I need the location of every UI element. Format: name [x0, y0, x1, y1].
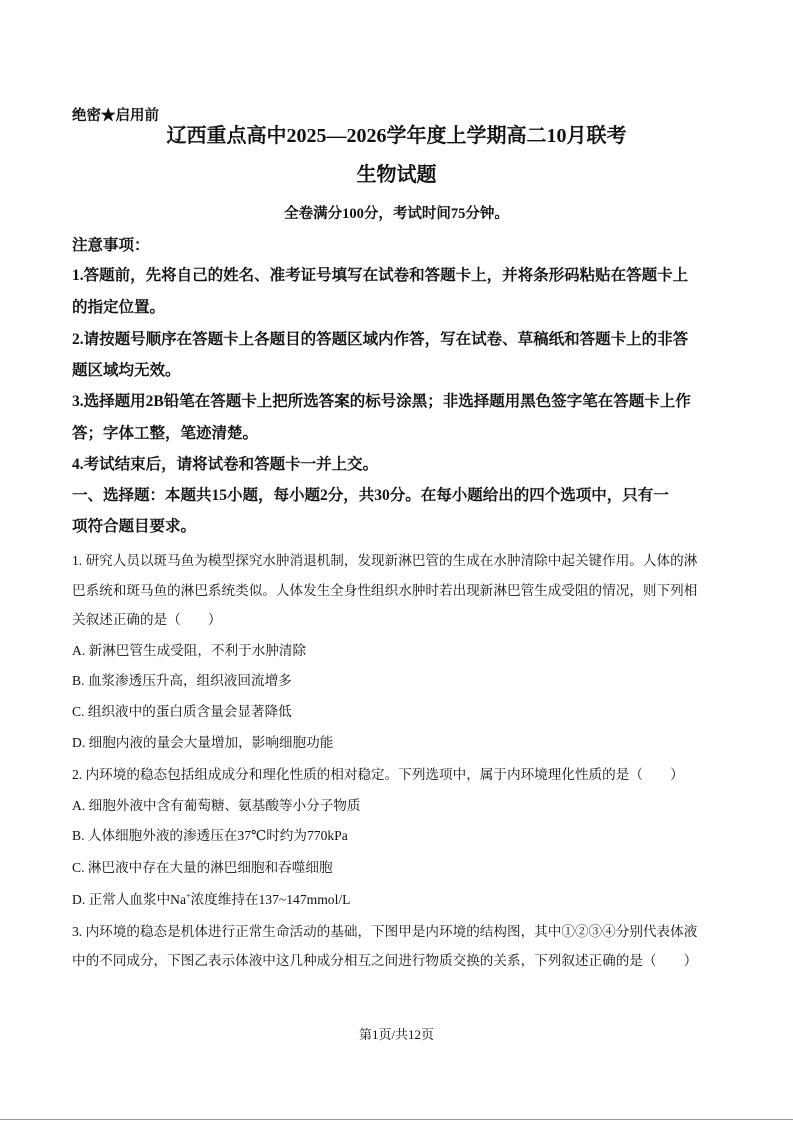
q3-stem: 3. 内环境的稳态是机体进行正常生命活动的基础，下图甲是内环境的结构图，其中①②③④分别代表体液 — [72, 924, 698, 939]
notice-line: 的指定位置。 — [72, 299, 166, 316]
page-footer: 第1页/共12页 — [358, 1027, 435, 1042]
notice-line: 答；字体工整，笔迹清楚。 — [72, 425, 259, 442]
notice-line: 1.答题前，先将自己的姓名、准考证号填写在试卷和答题卡上，并将条形码粘贴在答题卡上 — [72, 267, 689, 284]
notice-line: 2.请按题号顺序在答题卡上各题目的答题区域内作答，写在试卷、草稿纸和答题卡上的非答 — [72, 331, 689, 348]
q2-option-d-post: 浓度维持在137~147mmol/L — [190, 892, 351, 907]
q1-stem: 巴系统和斑马鱼的淋巴系统类似。人体发生全身性组织水肿时若出现新淋巴管生成受阻的情况，则下列相 — [72, 583, 698, 598]
q1-stem: 关叙述正确的是（ ） — [72, 612, 222, 627]
q1-option-c: C. 组织液中的蛋白质含量会显著降低 — [72, 704, 292, 719]
section-heading: 项符合题目要求。 — [72, 518, 197, 535]
notice-line: 4.考试结束后，请将试卷和答题卡一并上交。 — [72, 456, 379, 473]
q2-stem: 2. 内环境的稳态包括组成成分和理化性质的相对稳定。下列选项中，属于内环境理化性质的是（ ） — [72, 767, 684, 782]
secret-label: 绝密★启用前 — [72, 108, 159, 124]
q1-stem: 1. 研究人员以斑马鱼为模型探究水肿消退机制，发现新淋巴管的生成在水肿清除中起关键作用。人体的淋 — [72, 553, 698, 568]
q2-option-b: B. 人体细胞外液的渗透压在37℃时约为770kPa — [72, 828, 348, 843]
q2-option-d-pre: D. 正常人血浆中Na — [72, 892, 187, 907]
notice-heading: 注意事项： — [72, 237, 150, 254]
q2-option-d-sup: + — [186, 891, 191, 901]
q2-option-d — [72, 888, 350, 908]
q2-option-c: C. 淋巴液中存在大量的淋巴细胞和吞噬细胞 — [72, 860, 333, 875]
section-heading: 一、选择题：本题共15小题，每小题2分，共30分。在每小题给出的四个选项中，只有一 — [72, 487, 669, 504]
exam-title: 辽西重点高中2025—2026学年度上学期高二10月联考 — [166, 125, 627, 147]
q1-option-b: B. 血浆渗透压升高，组织液回流增多 — [72, 673, 292, 688]
notice-line: 3.选择题用2B铅笔在答题卡上把所选答案的标号涂黑；非选择题用黑色签字笔在答题卡上作 — [72, 393, 691, 410]
exam-info: 全卷满分100分，考试时间75分钟。 — [284, 206, 509, 222]
q1-option-d: D. 细胞内液的量会大量增加，影响细胞功能 — [72, 735, 334, 750]
q1-option-a: A. 新淋巴管生成受阻，不利于水肿清除 — [72, 643, 307, 658]
subject-title: 生物试题 — [356, 164, 437, 186]
q2-option-a: A. 细胞外液中含有葡萄糖、氨基酸等小分子物质 — [72, 798, 361, 813]
q3-stem: 中的不同成分，下图乙表示体液中这几种成分相互之间进行物质交换的关系，下列叙述正确的是（ ） — [72, 953, 698, 968]
page-bottom-divider — [0, 1119, 793, 1120]
notice-line: 题区域均无效。 — [72, 362, 181, 379]
